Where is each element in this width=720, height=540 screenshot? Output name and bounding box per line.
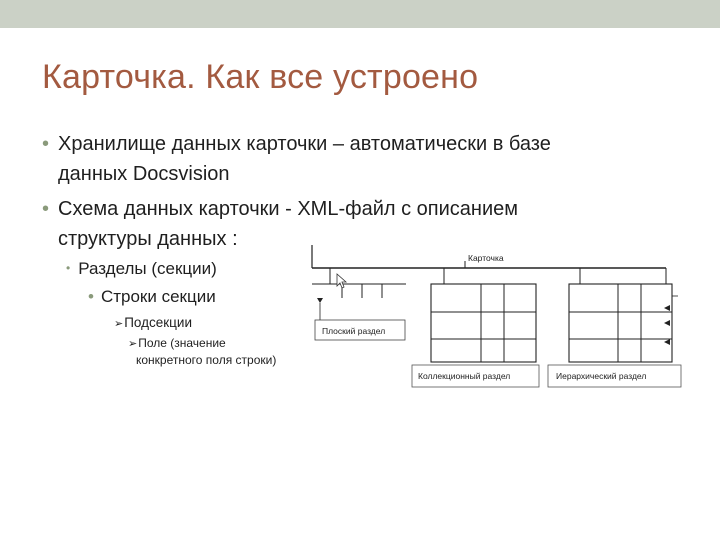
header-band [0, 0, 720, 28]
bullet-storage-continuation: данных Docsvision [58, 163, 230, 185]
flat-section-label: Плоский раздел [322, 326, 386, 336]
bullet-rows [88, 287, 216, 307]
flat-arrow-icon [317, 298, 323, 303]
bullet-dot-icon: • [42, 133, 50, 155]
bullet-field-continuation: конкретного поля строки) [136, 353, 277, 367]
bullet-sections [66, 259, 217, 279]
bullet-field [128, 335, 276, 368]
bullet-dot-icon: • [66, 261, 71, 275]
card-structure-diagram [300, 240, 700, 400]
bullet-field-text: Поле (значение [138, 336, 226, 350]
arrow-bullet-icon: ➢ [114, 318, 124, 330]
bullet-subsections [114, 315, 192, 330]
cursor-icon [337, 274, 346, 288]
bullet-subsections-text: Подсекции [124, 315, 192, 330]
slide-title: Карточка. Как все устроено [42, 58, 479, 96]
bullet-storage-text: Хранилище данных карточки – автоматически в базе [58, 133, 551, 155]
bullet-schema-continuation: структуры данных : [58, 228, 238, 250]
collection-section-label: Коллекционный раздел [418, 371, 511, 381]
bullet-dot-icon: • [88, 287, 94, 306]
bullet-rows-text: Строки секции [100, 287, 216, 306]
bullet-schema-text: Схема данных карточки - XML-файл с описанием [58, 198, 518, 220]
collection-table [431, 284, 536, 362]
arrow-bullet-icon: ➢ [128, 338, 138, 350]
bullet-dot-icon: • [42, 198, 50, 220]
bullet-sections-text: Разделы (секции) [78, 259, 217, 278]
hierarchy-section-label: Иерархический раздел [556, 371, 647, 381]
hierarchy-table [569, 284, 672, 362]
bullet-storage [42, 129, 682, 189]
card-label: Карточка [468, 253, 504, 263]
